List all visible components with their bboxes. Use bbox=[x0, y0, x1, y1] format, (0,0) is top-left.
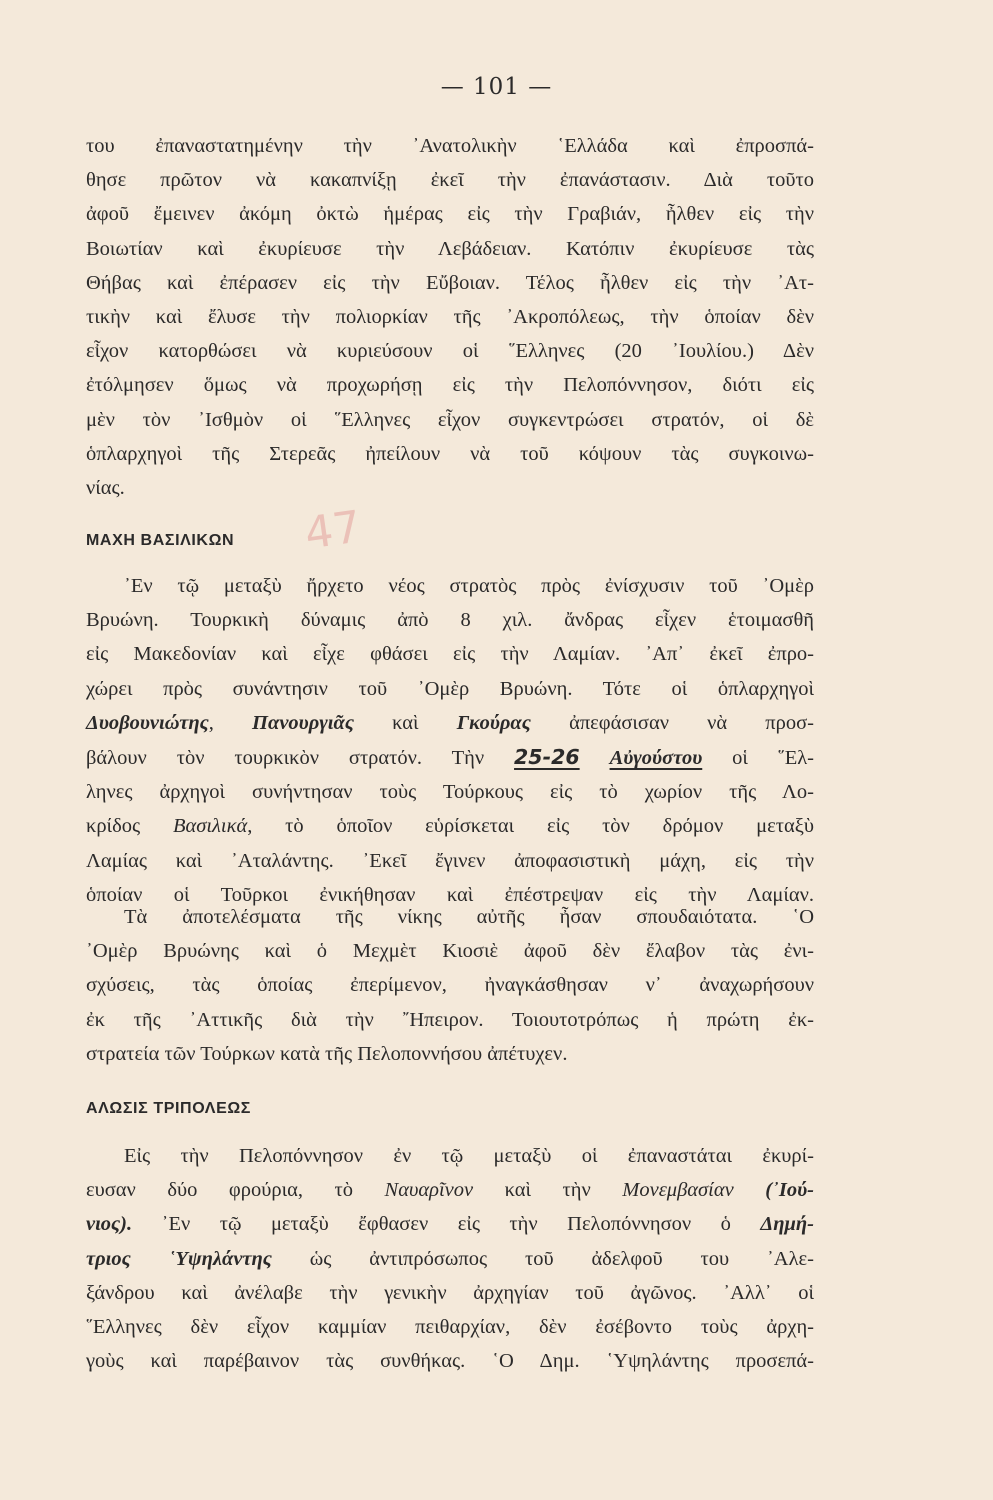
text-line: χώρει πρὸς συνάντησιν τοῦ ᾿Ομὲρ Βρυώνη. Τότε οἱ ὁπλαρχηγοὶ bbox=[86, 677, 814, 700]
text-line: ῞Ελληνες δὲν εἶχον καμμίαν πειθαρχίαν, δὲν ἐσέβοντο τοὺς ἀρχη- bbox=[86, 1316, 814, 1339]
text-line: του ἐπαναστατημένην τὴν ᾿Ανατολικὴν ῾Ελλάδα καὶ ἐπροσπά- bbox=[86, 135, 814, 157]
margin-pencil-note: 47 bbox=[301, 501, 365, 560]
text-line: ληνες ἀρχηγοὶ συνήντησαν τοὺς Τούρκους εἰς τὸ χωρίον τῆς Λο- bbox=[86, 781, 814, 804]
text-line: ξάνδρου καὶ ἀνέλαβε τὴν γενικὴν ἀρχηγίαν τοῦ ἀγῶνος. ᾿Αλλ᾿ οἱ bbox=[86, 1281, 814, 1304]
text-line: εἶχον κατορθώσει νὰ κυριεύσουν οἱ ῞Ελληνες (20 ᾿Ιουλίου.) Δὲν bbox=[86, 340, 814, 363]
text-line: θησε πρῶτον νὰ κακαπνίξῃ ἐκεῖ τὴν ἐπανάστασιν. Διὰ τοῦτο bbox=[86, 169, 814, 192]
text-line: κρίδος Βασιλικά, τὸ ὁποῖον εὑρίσκεται εἰς τὸν δρόμον μεταξὺ bbox=[86, 815, 814, 838]
text-line: Βοιωτίαν καὶ ἐκυρίευσε τὴν Λεβάδειαν. Κατόπιν ἐκυρίευσε τὰς bbox=[86, 237, 814, 260]
text-line: ὁποίαν οἱ Τοῦρκοι ἐνικήθησαν καὶ ἐπέστρεψαν εἰς τὴν Λαμίαν. bbox=[86, 883, 814, 906]
text-line: ἐκ τῆς ᾿Αττικῆς διὰ τὴν ῎Ηπειρον. Τοιουτοτρόπως ἡ πρώτη ἐκ- bbox=[86, 1008, 814, 1031]
text-line: ἀφοῦ ἔμεινεν ἀκόμη ὀκτὼ ἡμέρας εἰς τὴν Γραβιάν, ἦλθεν εἰς τὴν bbox=[86, 203, 814, 226]
text-line: ευσαν δύο φρούρια, τὸ Ναυαρῖνον καὶ τὴν Μονεμβασίαν (᾿Ιού- bbox=[86, 1179, 814, 1202]
section-heading-fall-of-tripolis: ΑΛΩΣΙΣ ΤΡΙΠΟΛΕΩΣ bbox=[86, 1100, 251, 1117]
name-dyovouniotis: Δυοβουνιώτης bbox=[86, 711, 209, 734]
section-heading-battle-of-vasilika: ΜΑΧΗ ΒΑΣΙΛΙΚΩΝ bbox=[86, 532, 235, 549]
name-gkouras: Γκούρας bbox=[456, 711, 531, 734]
text-line: γοὺς καὶ παρέβαινον τὰς συνθήκας. ῾Ο Δημ. ῾Υψηλάντης προσεπά- bbox=[86, 1350, 814, 1373]
text-line: Δυοβουνιώτης, Πανουργιᾶς καὶ Γκούρας ἀπεφάσισαν νὰ προσ- bbox=[86, 711, 815, 734]
text-line: βάλουν τὸν τουρκικὸν στρατόν. Τὴν 25-26 Αὐγούστου οἱ ῞Ελ- bbox=[86, 745, 814, 770]
place-navarino: Ναυαρῖνον bbox=[384, 1179, 474, 1202]
page-number: — 101 — bbox=[440, 74, 553, 100]
text-line: Λαμίας καὶ ᾿Αταλάντης. ᾿Εκεῖ ἔγινεν ἀποφασιστικὴ μάχη, εἰς τὴν bbox=[86, 849, 814, 872]
date-highlight: 25-26 bbox=[514, 745, 580, 770]
month-highlight: Αὐγούστου bbox=[609, 747, 703, 770]
paragraph-4 bbox=[86, 1139, 814, 1378]
paragraph-2 bbox=[86, 569, 814, 912]
text-line: Βρυώνη. Τουρκικὴ δύναμις ἀπὸ 8 χιλ. ἄνδρας εἶχεν ἑτοιμασθῆ bbox=[86, 609, 814, 632]
text-line: ὁπλαρχηγοὶ τῆς Στερεᾶς ἠπείλουν νὰ τοῦ κόψουν τὰς συγκοινω- bbox=[86, 442, 814, 465]
name-panourgias: Πανουργιᾶς bbox=[252, 711, 354, 734]
text-line: τικὴν καὶ ἔλυσε τὴν πολιορκίαν τῆς ᾿Ακροπόλεως, τὴν ὁποίαν δὲν bbox=[86, 306, 814, 329]
text-line: νίας. bbox=[86, 477, 125, 500]
text-line: ᾿Ομὲρ Βρυώνης καὶ ὁ Μεχμὲτ Κιοσιὲ ἀφοῦ δὲν ἔλαβον τὰς ἐνι- bbox=[86, 940, 814, 963]
text-line: σχύσεις, τὰς ὁποίας ἐπερίμενον, ἠναγκάσθησαν ν᾿ ἀναχωρήσουν bbox=[86, 974, 814, 997]
name-ypsilantis: τριος ῾Υψηλάντης bbox=[86, 1247, 272, 1270]
text-line: Εἰς τὴν Πελοπόννησον ἐν τῷ μεταξὺ οἱ ἐπαναστάται ἐκυρί- bbox=[124, 1145, 814, 1167]
paragraph-3 bbox=[86, 900, 814, 1071]
text-line: Θήβας καὶ ἐπέρασεν εἰς τὴν Εὔβοιαν. Τέλος ἦλθεν εἰς τὴν ᾿Ατ- bbox=[86, 271, 814, 294]
text-line: στρατεία τῶν Τούρκων κατὰ τῆς Πελοποννήσου ἀπέτυχεν. bbox=[86, 1042, 568, 1065]
text-line: μὲν τὸν ᾿Ισθμὸν οἱ ῞Ελληνες εἶχον συγκεντρώσει στρατόν, οἱ δὲ bbox=[86, 408, 814, 431]
place-vasilika: Βασιλικά bbox=[172, 815, 248, 838]
place-monemvasia: Μονεμβασίαν bbox=[622, 1179, 734, 1202]
text-line: ἐτόλμησεν ὅμως νὰ προχωρήσῃ εἰς τὴν Πελοπόννησον, διότι εἰς bbox=[86, 374, 814, 397]
text-line: Τὰ ἀποτελέσματα τῆς νίκης αὐτῆς ἦσαν σπουδαιότατα. ῾Ο bbox=[124, 906, 814, 928]
paragraph-1 bbox=[86, 129, 814, 505]
text-line: ᾿Εν τῷ μεταξὺ ἤρχετο νέος στρατὸς πρὸς ἐνίσχυσιν τοῦ ᾿Ομὲρ bbox=[124, 575, 814, 597]
text-line: τριος ῾Υψηλάντης ὡς ἀντιπρόσωπος τοῦ ἀδελφοῦ του ᾿Αλε- bbox=[86, 1247, 814, 1270]
text-line: εἰς Μακεδονίαν καὶ εἶχε φθάσει εἰς τὴν Λαμίαν. ᾿Απ᾿ ἐκεῖ ἐπρο- bbox=[86, 643, 814, 666]
text-line: νιος). ᾿Εν τῷ μεταξὺ ἔφθασεν εἰς τὴν Πελοπόννησον ὁ Δημή- bbox=[86, 1213, 814, 1236]
name-dimitrios: Δημή- bbox=[760, 1213, 814, 1236]
